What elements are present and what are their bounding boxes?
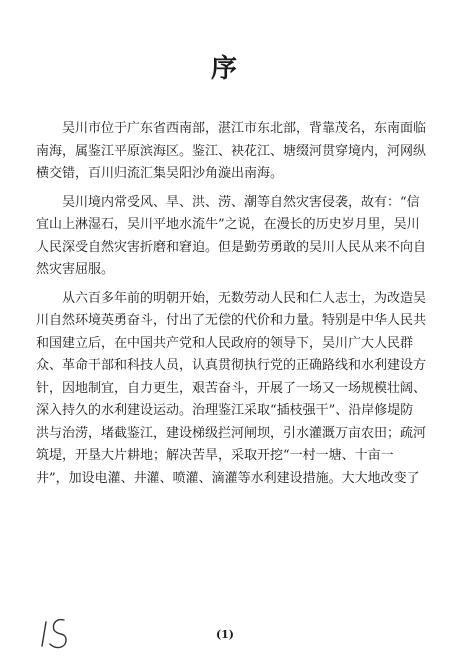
paragraph xyxy=(36,118,434,186)
text-line: 南海，属鉴江平原滨海区。鉴江、袂花江、塘缀河贯穿境内，河网纵 xyxy=(36,143,427,159)
text-line: 井”，加设电灌、井灌、喷灌、滴灌等水利建设措施。大大地改变了 xyxy=(36,470,420,486)
text-line: 川自然环境英勇奋斗，付出了无偿的代价和力量。特别是中华人民共 xyxy=(36,313,427,328)
text-line: 针，因地制宜，自力更生，艰苦奋斗，开展了一场又一场规模壮阔、 xyxy=(36,380,427,396)
text-line: 深入持久的水利建设运动。治理鉴江采取“插枝强干”、沿岸修堤防 xyxy=(36,403,414,418)
paragraph xyxy=(36,192,434,282)
text-line: 筑堤，开垦大片耕地；解决苦旱，采取开挖“一村一塘、十亩一 xyxy=(36,448,394,463)
text-line: 和国建立后，在中国共产党和人民政府的领导下，吴川广大人民群 xyxy=(36,335,414,351)
text-line: 众、革命干部和科技人员，认真贯彻执行党的正确路线和水利建设方 xyxy=(36,358,427,373)
text-line: 然灾害屈服。 xyxy=(36,262,115,277)
text-line: 宜山上淋湿石，吴川平地水流牛”之说，在漫长的历史岁月里，吴川 xyxy=(36,217,420,232)
text-line: 吴川境内常受风、旱、洪、涝、潮等自然灾害侵袭，故有：“信 xyxy=(62,194,420,210)
page-title: 序 xyxy=(210,54,239,84)
body-text xyxy=(36,118,434,490)
text-line: 从六百多年前的明朝开始，无数劳动人民和仁人志士，为改造吴 xyxy=(62,290,427,306)
text-line: 洪与治涝，堵截鉴江，建设梯级拦河闸坝，引水灌溉万亩农田；疏河 xyxy=(36,425,427,441)
text-line: 吴川市位于广东省西南部，湛江市东北部，背靠茂名，东南面临 xyxy=(62,121,427,136)
page-number: (1) xyxy=(215,628,235,641)
text-line: 人民深受自然灾害折磨和窘迫。但是勤劳勇敢的吴川人民从来不向自 xyxy=(36,239,427,255)
text-line: 横交错，百川归流汇集吴阳沙角漩出南海。 xyxy=(36,166,284,181)
paragraph xyxy=(36,288,434,491)
